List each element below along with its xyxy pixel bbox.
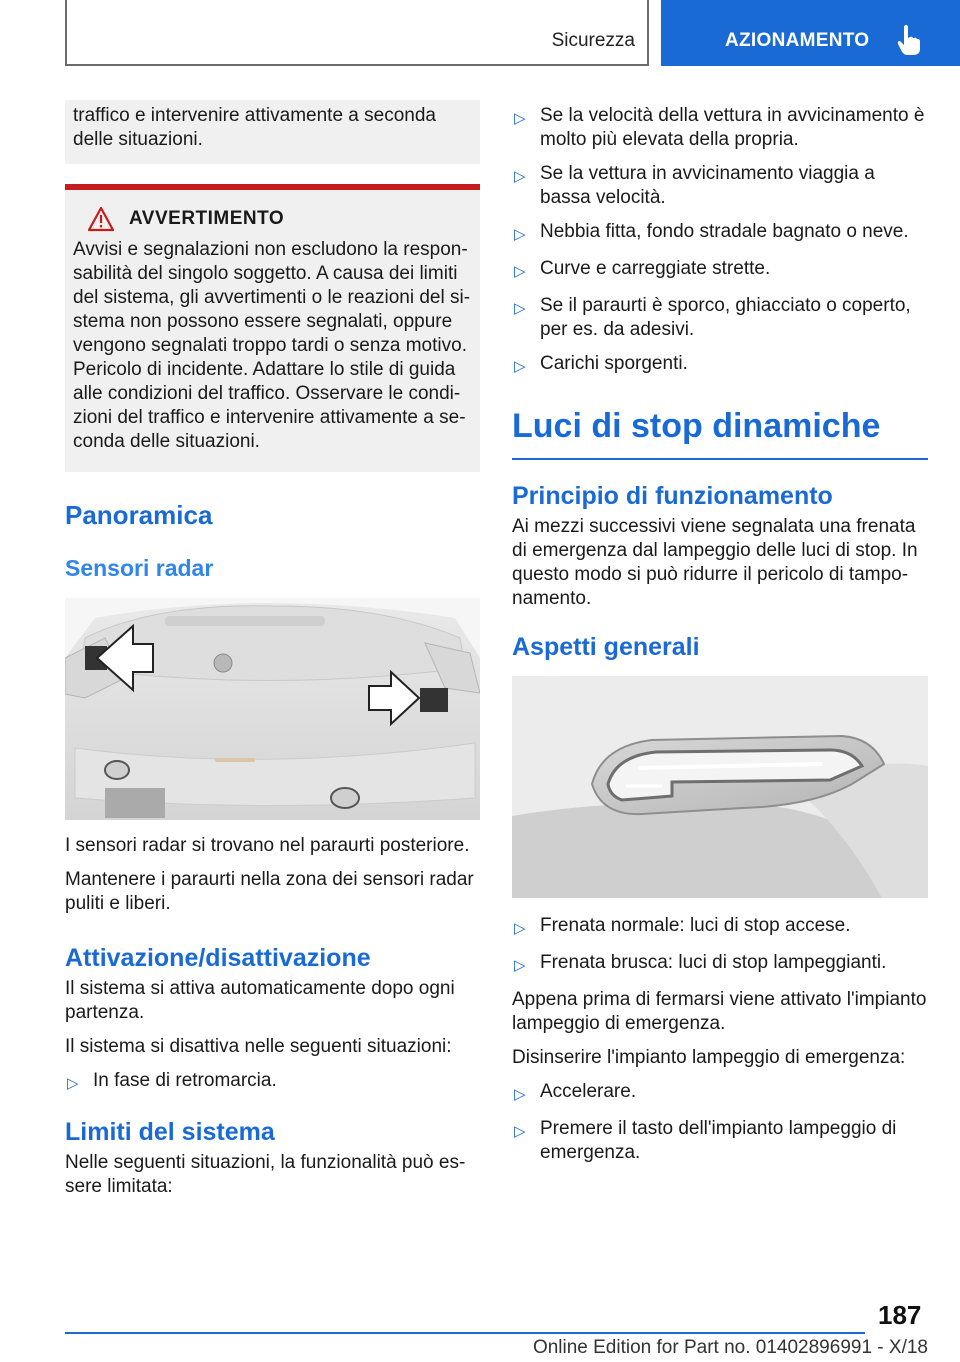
header-chapter-label: AZIONAMENTO — [725, 30, 870, 51]
list-item-text: Premere il tasto dell'impianto lampeggio di emergenza. — [540, 1118, 897, 1163]
bullet-triangle-icon: ▷ — [514, 300, 526, 317]
left-column — [65, 100, 480, 1199]
car-rear-radar-image — [65, 598, 480, 820]
bullet-triangle-icon: ▷ — [514, 358, 526, 375]
warning-triangle-icon — [87, 206, 115, 232]
list-item — [512, 104, 928, 152]
list-item-text: Se la velocità della vettura in avvicinamento è molto più elevata della propria. — [540, 105, 925, 150]
list-item-text: Frenata brusca: luci di stop lampeggianti. — [540, 952, 887, 973]
warning-box — [65, 184, 480, 472]
sensori-paragraph-1: I sensori radar si trovano nel paraurti posteriore. — [65, 835, 470, 856]
principio-paragraph: Ai mezzi successivi viene segnalata una frenata di emergenza dal lampeggio delle luci di stop. In questo modo si può ridurre il pericolo di tampo-namento. — [512, 516, 918, 609]
bullet-triangle-icon: ▷ — [514, 957, 526, 974]
luci-stop-heading: Luci di stop dinamiche — [512, 407, 928, 460]
list-item — [512, 162, 928, 210]
sensori-paragraph-2: Mantenere i paraurti nella zona dei sensori radar puliti e liberi. — [65, 869, 474, 914]
limiti-paragraph: Nelle seguenti situazioni, la funzionalità può es-sere limitata: — [65, 1152, 466, 1197]
list-item-text: Curve e carreggiate strette. — [540, 258, 771, 279]
bullet-triangle-icon: ▷ — [514, 920, 526, 937]
disinserire-list — [512, 1080, 928, 1165]
bullet-triangle-icon: ▷ — [514, 263, 526, 280]
pointing-hand-icon — [896, 24, 922, 56]
aspetti-heading: Aspetti generali — [512, 633, 700, 661]
list-item — [512, 1117, 928, 1165]
list-item — [512, 352, 928, 379]
tail-light-illustration — [512, 676, 928, 898]
list-item-text: Carichi sporgenti. — [540, 353, 688, 374]
list-item — [512, 914, 928, 941]
bullet-triangle-icon: ▷ — [67, 1075, 79, 1092]
aspetti-paragraph-2: Disinserire l'impianto lampeggio di emergenza: — [512, 1047, 906, 1068]
attivazione-paragraph-2: Il sistema si disattiva nelle seguenti situazioni: — [65, 1036, 452, 1057]
header-section-box — [65, 0, 649, 66]
list-item-text: Accelerare. — [540, 1081, 637, 1102]
footer-divider — [65, 1332, 865, 1334]
continued-text-box — [65, 100, 480, 164]
attivazione-list — [65, 1069, 480, 1096]
footer-edition-text: Online Edition for Part no. 01402896991 - X/18 — [532, 1337, 928, 1358]
bullet-triangle-icon: ▷ — [514, 226, 526, 243]
car-rear-illustration — [65, 598, 480, 820]
right-column — [512, 100, 928, 1175]
header-section-title: Sicurezza — [551, 30, 635, 51]
list-item-text: Se la vettura in avvicinamento viaggia a bassa velocità. — [540, 163, 875, 208]
aspetti-paragraph-1: Appena prima di fermarsi viene attivato l'impianto lampeggio di emergenza. — [512, 989, 927, 1034]
limiti-list — [512, 104, 928, 379]
header-chapter-tab[interactable] — [661, 0, 960, 66]
page-number: 187 — [878, 1300, 922, 1330]
sensori-radar-heading: Sensori radar — [65, 555, 214, 581]
principio-heading: Principio di funzionamento — [512, 482, 833, 510]
limiti-heading: Limiti del sistema — [65, 1118, 275, 1146]
continued-text: traffico e intervenire attivamente a seconda delle situazioni. — [73, 105, 436, 150]
list-item-text: Frenata normale: luci di stop accese. — [540, 915, 851, 936]
list-item — [512, 257, 928, 284]
attivazione-paragraph-1: Il sistema si attiva automaticamente dopo ogni partenza. — [65, 978, 455, 1023]
attivazione-heading: Attivazione/disattivazione — [65, 944, 371, 972]
list-item-text: Nebbia fitta, fondo stradale bagnato o neve. — [540, 221, 909, 242]
aspetti-list — [512, 914, 928, 978]
brake-light-image — [512, 676, 928, 898]
panoramica-heading: Panoramica — [65, 500, 213, 530]
bullet-triangle-icon: ▷ — [514, 1086, 526, 1103]
warning-text: Avvisi e segnalazioni non escludono la respon-sabilità del singolo soggetto. A causa dei limiti del sistema, gli avvertimenti o le reazioni del si-stema non possono essere segnalati, oppure vengono segnalati troppo tardi o senza motivo. Pericolo di incidente. Adattare lo stile di guida alle condizioni del traffico. Osservare le condi-zioni del traffico e intervenire attivamente a se-conda delle situazioni. — [73, 239, 471, 452]
list-item-text: Se il paraurti è sporco, ghiacciato o coperto, per es. da adesivi. — [540, 295, 911, 340]
list-item — [512, 294, 928, 342]
warning-title: AVVERTIMENTO — [129, 208, 285, 229]
list-item — [512, 951, 928, 978]
list-item-text: In fase di retromarcia. — [93, 1070, 277, 1091]
warning-header — [73, 206, 472, 232]
bullet-triangle-icon: ▷ — [514, 168, 526, 185]
list-item — [65, 1069, 480, 1096]
bullet-triangle-icon: ▷ — [514, 110, 526, 127]
list-item — [512, 220, 928, 247]
bullet-triangle-icon: ▷ — [514, 1123, 526, 1140]
list-item — [512, 1080, 928, 1107]
